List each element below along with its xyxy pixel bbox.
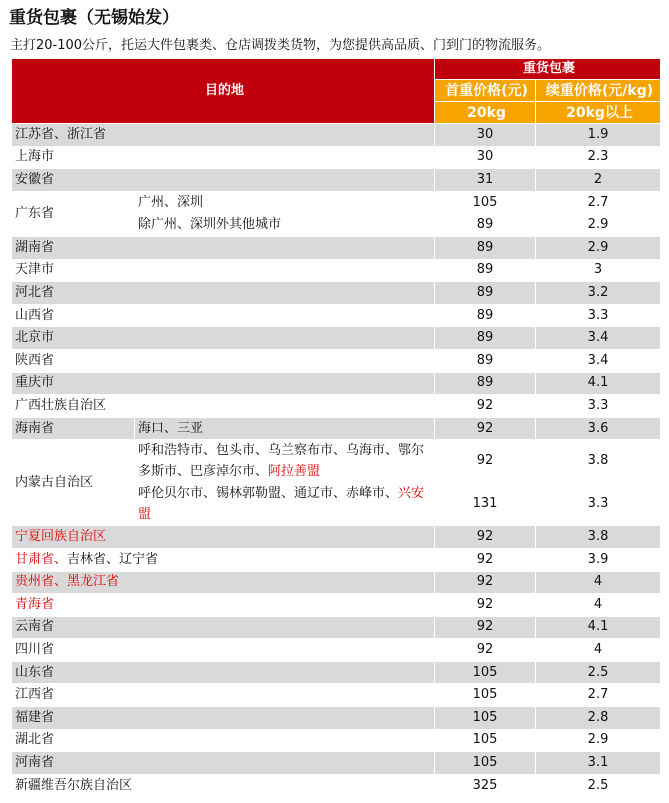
dest-cell: 云南省 bbox=[12, 616, 435, 639]
dest-cell: 贵州省、黑龙江省 bbox=[12, 571, 435, 594]
dest-cell: 河北省 bbox=[12, 282, 435, 305]
first-price-cell: 92 bbox=[435, 594, 536, 617]
cont-price-cell: 3 bbox=[536, 259, 661, 282]
dest-cell: 内蒙古自治区 bbox=[12, 440, 135, 526]
page-subtitle: 主打20-100公斤，托运大件包裹类、仓店调拨类货物，为您提供高品质、门到门的物流服务。 bbox=[10, 38, 551, 53]
dest-cell: 北京市 bbox=[12, 327, 435, 350]
first-price-cell: 92 bbox=[435, 440, 536, 483]
sub-dest-cell: 海口、三亚 bbox=[135, 417, 435, 440]
first-price-cell: 92 bbox=[435, 571, 536, 594]
first-price-cell: 89 bbox=[435, 259, 536, 282]
dest-cell: 天津市 bbox=[12, 259, 435, 282]
first-price-cell: 89 bbox=[435, 304, 536, 327]
cont-price-cell: 4 bbox=[536, 639, 661, 662]
cont-price-cell: 3.2 bbox=[536, 282, 661, 305]
sub-dest-cell: 广州、深圳 bbox=[135, 191, 435, 214]
cont-price-cell: 2.7 bbox=[536, 191, 661, 214]
header-cont-weight: 20kg以上 bbox=[536, 102, 661, 124]
cont-price-cell: 3.1 bbox=[536, 752, 661, 775]
dest-cell: 新疆维吾尔族自治区 bbox=[12, 774, 435, 797]
table-row bbox=[12, 594, 661, 617]
table-row bbox=[12, 304, 661, 327]
cont-price-cell: 2.8 bbox=[536, 707, 661, 730]
table-row bbox=[12, 395, 661, 418]
table-row bbox=[12, 548, 661, 571]
cont-price-cell: 2.7 bbox=[536, 684, 661, 707]
cont-price-cell: 2.9 bbox=[536, 729, 661, 752]
table-row bbox=[12, 684, 661, 707]
cont-price-cell: 3.9 bbox=[536, 548, 661, 571]
dest-cell: 宁夏回族自治区 bbox=[12, 526, 435, 549]
dest-cell: 海南省 bbox=[12, 417, 135, 440]
header-group: 重货包裹 bbox=[435, 59, 661, 80]
cont-price-cell: 3.8 bbox=[536, 526, 661, 549]
first-price-cell: 92 bbox=[435, 395, 536, 418]
first-price-cell: 92 bbox=[435, 526, 536, 549]
header-first-weight: 20kg bbox=[435, 102, 536, 124]
cont-price-cell: 2.9 bbox=[536, 214, 661, 237]
dest-cell: 上海市 bbox=[12, 146, 435, 169]
dest-cell: 河南省 bbox=[12, 752, 435, 775]
dest-cell: 重庆市 bbox=[12, 372, 435, 395]
header-cont-price: 续重价格(元/kg) bbox=[536, 80, 661, 102]
table-row bbox=[12, 169, 661, 192]
cont-price-cell: 2.3 bbox=[536, 146, 661, 169]
table-row bbox=[12, 327, 661, 350]
cont-price-cell: 4.1 bbox=[536, 616, 661, 639]
first-price-cell: 89 bbox=[435, 372, 536, 395]
table-row bbox=[12, 372, 661, 395]
first-price-cell: 105 bbox=[435, 661, 536, 684]
table-row bbox=[12, 349, 661, 372]
header-first-price: 首重价格(元) bbox=[435, 80, 536, 102]
dest-cell: 四川省 bbox=[12, 639, 435, 662]
dest-cell bbox=[12, 548, 435, 571]
table-row bbox=[12, 661, 661, 684]
cont-price-cell: 3.3 bbox=[536, 395, 661, 418]
sub-dest-cell: 除广州、深圳外其他城市 bbox=[135, 214, 435, 237]
page-title: 重货包裹（无锡始发） bbox=[9, 8, 179, 28]
first-price-cell: 92 bbox=[435, 639, 536, 662]
sub-dest-cell bbox=[135, 440, 435, 483]
sub-dest-text: 呼伦贝尔市、锡林郭勒盟、通辽市、赤峰市、 bbox=[138, 486, 399, 502]
dest-cell: 江西省 bbox=[12, 684, 435, 707]
first-price-cell: 30 bbox=[435, 146, 536, 169]
cont-price-cell: 3.8 bbox=[536, 440, 661, 483]
first-price-cell: 105 bbox=[435, 729, 536, 752]
dest-highlight: 甘肃省、 bbox=[15, 551, 68, 567]
dest-cell: 山东省 bbox=[12, 661, 435, 684]
sub-dest-cell bbox=[135, 483, 435, 526]
table-row bbox=[12, 774, 661, 797]
dest-cell: 江苏省、浙江省 bbox=[12, 124, 435, 147]
first-price-cell: 89 bbox=[435, 282, 536, 305]
first-price-cell: 89 bbox=[435, 327, 536, 350]
first-price-cell: 92 bbox=[435, 548, 536, 571]
first-price-cell: 105 bbox=[435, 191, 536, 214]
table-row bbox=[12, 191, 661, 214]
first-price-cell: 105 bbox=[435, 684, 536, 707]
first-price-cell: 92 bbox=[435, 616, 536, 639]
table-row bbox=[12, 752, 661, 775]
first-price-cell: 89 bbox=[435, 236, 536, 259]
cont-price-cell: 2 bbox=[536, 169, 661, 192]
cont-price-cell: 3.4 bbox=[536, 327, 661, 350]
dest-cell: 安徽省 bbox=[12, 169, 435, 192]
table-row bbox=[12, 571, 661, 594]
cont-price-cell: 3.4 bbox=[536, 349, 661, 372]
cont-price-cell: 4 bbox=[536, 594, 661, 617]
price-table bbox=[11, 58, 661, 797]
cont-price-cell: 2.5 bbox=[536, 661, 661, 684]
cont-price-cell: 3.6 bbox=[536, 417, 661, 440]
table-row bbox=[12, 282, 661, 305]
cont-price-cell: 3.3 bbox=[536, 483, 661, 526]
cont-price-cell: 2.9 bbox=[536, 236, 661, 259]
cont-price-cell: 4.1 bbox=[536, 372, 661, 395]
sub-dest-text: 呼和浩特市、包头市、乌兰察布市、乌海市、鄂尔多斯市、巴彦淖尔市、 bbox=[138, 443, 425, 480]
dest-cell: 湖北省 bbox=[12, 729, 435, 752]
table-row bbox=[12, 440, 661, 483]
cont-price-cell: 3.3 bbox=[536, 304, 661, 327]
dest-text: 吉林省、辽宁省 bbox=[67, 551, 159, 567]
first-price-cell: 105 bbox=[435, 752, 536, 775]
table-row bbox=[12, 707, 661, 730]
first-price-cell: 105 bbox=[435, 707, 536, 730]
table-row bbox=[12, 146, 661, 169]
sub-dest-highlight: 阿拉善盟 bbox=[268, 464, 321, 480]
table-row bbox=[12, 729, 661, 752]
table-row bbox=[12, 616, 661, 639]
first-price-cell: 131 bbox=[435, 483, 536, 526]
first-price-cell: 325 bbox=[435, 774, 536, 797]
dest-cell: 青海省 bbox=[12, 594, 435, 617]
table-row bbox=[12, 639, 661, 662]
dest-cell: 山西省 bbox=[12, 304, 435, 327]
cont-price-cell: 4 bbox=[536, 571, 661, 594]
first-price-cell: 30 bbox=[435, 124, 536, 147]
table-row bbox=[12, 259, 661, 282]
first-price-cell: 89 bbox=[435, 214, 536, 237]
cont-price-cell: 2.5 bbox=[536, 774, 661, 797]
dest-cell: 湖南省 bbox=[12, 236, 435, 259]
table-row bbox=[12, 526, 661, 549]
dest-cell: 广东省 bbox=[12, 191, 135, 236]
table-row bbox=[12, 417, 661, 440]
first-price-cell: 31 bbox=[435, 169, 536, 192]
table-row bbox=[12, 124, 661, 147]
cont-price-cell: 1.9 bbox=[536, 124, 661, 147]
first-price-cell: 89 bbox=[435, 349, 536, 372]
dest-cell: 陕西省 bbox=[12, 349, 435, 372]
table-row bbox=[12, 236, 661, 259]
first-price-cell: 92 bbox=[435, 417, 536, 440]
sub-dest-highlight: 兴安盟 bbox=[138, 486, 425, 523]
dest-cell: 广西壮族自治区 bbox=[12, 395, 435, 418]
dest-cell: 福建省 bbox=[12, 707, 435, 730]
header-destination: 目的地 bbox=[12, 59, 435, 124]
